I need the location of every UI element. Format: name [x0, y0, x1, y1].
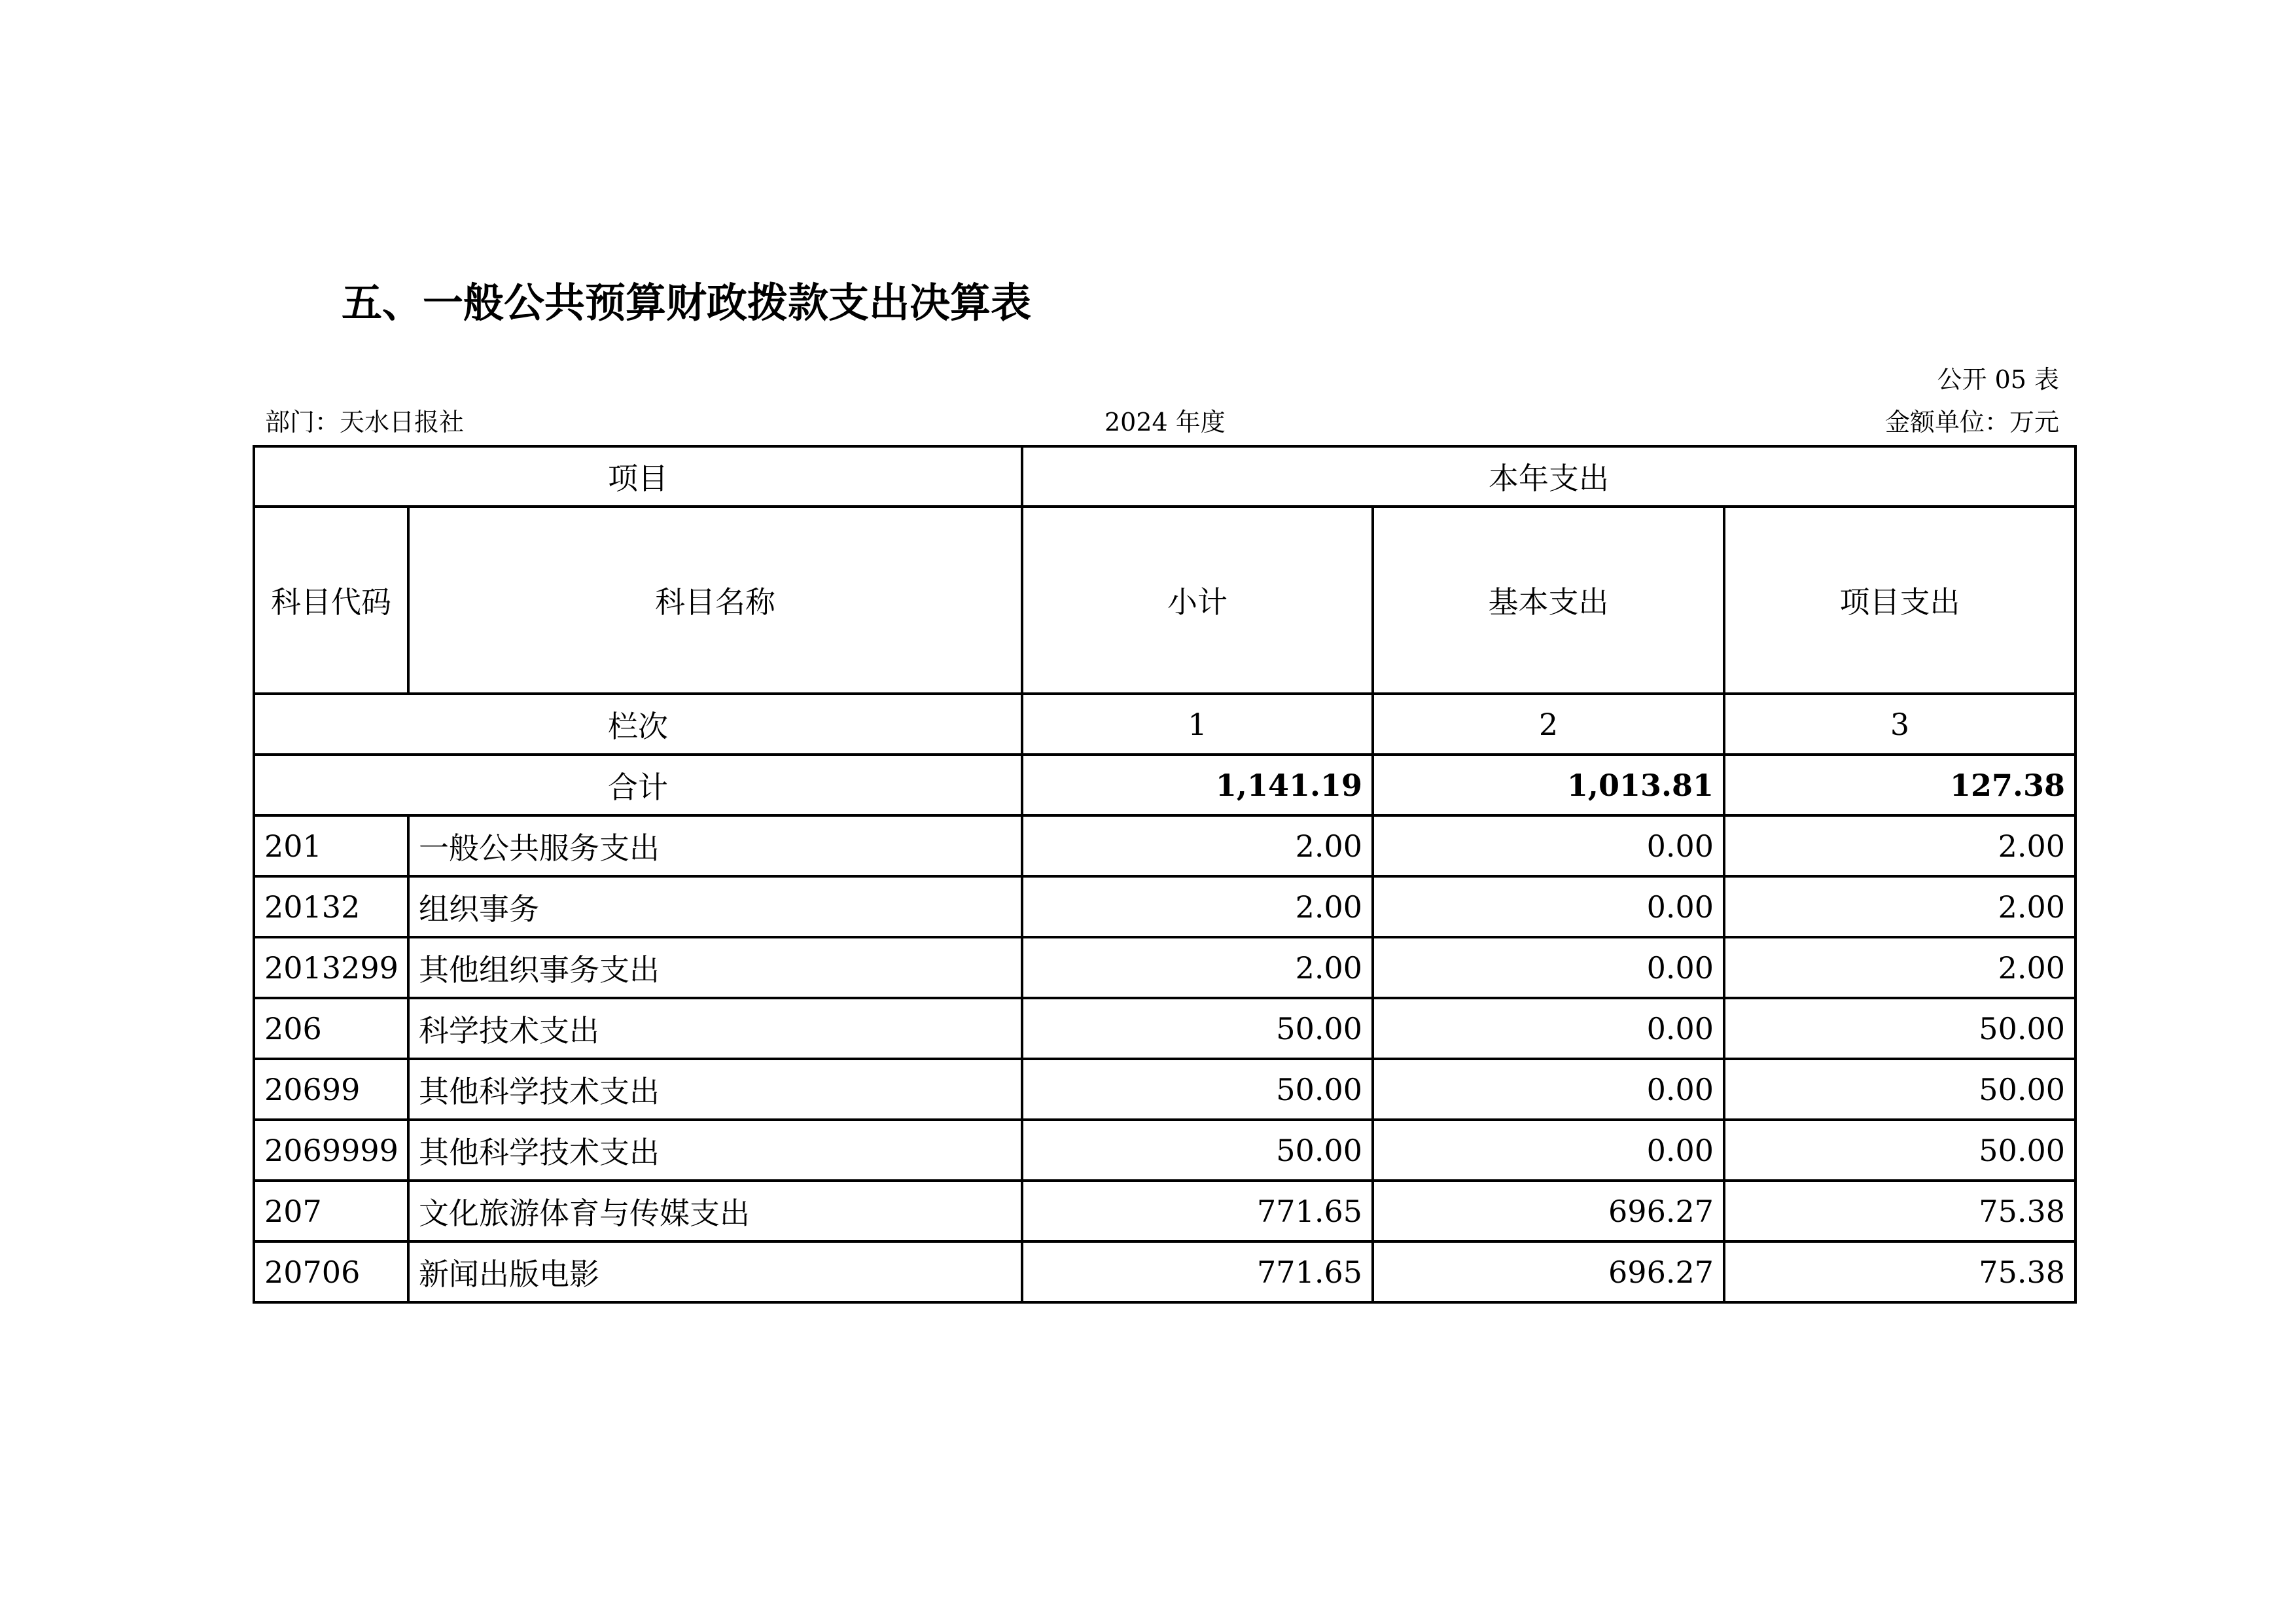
header-project-expense: 项目支出 — [1724, 507, 2075, 694]
row-project: 75.38 — [1724, 1241, 2075, 1302]
table-row — [254, 815, 2075, 876]
row-basic: 0.00 — [1373, 1120, 1724, 1181]
table-row — [254, 1120, 2075, 1181]
row-project: 2.00 — [1724, 815, 2075, 876]
header-row-top — [254, 446, 2075, 507]
row-name: 新闻出版电影 — [408, 1241, 1022, 1302]
row-subtotal: 2.00 — [1022, 876, 1373, 937]
page-title: 五、一般公共预算财政拨款支出决算表 — [342, 279, 1032, 327]
table-row — [254, 1241, 2075, 1302]
total-label: 合计 — [254, 755, 1022, 815]
table-row — [254, 1059, 2075, 1120]
row-name: 其他组织事务支出 — [408, 937, 1022, 998]
row-code: 20706 — [254, 1241, 408, 1302]
column-index-1: 1 — [1022, 694, 1373, 755]
row-project: 2.00 — [1724, 876, 2075, 937]
table-row — [254, 937, 2075, 998]
column-index-label: 栏次 — [254, 694, 1022, 755]
row-subtotal: 771.65 — [1022, 1181, 1373, 1241]
row-code: 207 — [254, 1181, 408, 1241]
row-subtotal: 771.65 — [1022, 1241, 1373, 1302]
header-code: 科目代码 — [254, 507, 408, 694]
column-index-row — [254, 694, 2075, 755]
header-basic: 基本支出 — [1373, 507, 1724, 694]
row-subtotal: 50.00 — [1022, 998, 1373, 1059]
header-project: 项目 — [254, 446, 1022, 507]
total-row — [254, 755, 2075, 815]
total-project: 127.38 — [1724, 755, 2075, 815]
header-subtotal: 小计 — [1022, 507, 1373, 694]
row-subtotal: 2.00 — [1022, 815, 1373, 876]
row-project: 75.38 — [1724, 1181, 2075, 1241]
row-code: 20699 — [254, 1059, 408, 1120]
row-name: 文化旅游体育与传媒支出 — [408, 1181, 1022, 1241]
row-project: 50.00 — [1724, 1059, 2075, 1120]
row-code: 2069999 — [254, 1120, 408, 1181]
row-code: 201 — [254, 815, 408, 876]
row-project: 2.00 — [1724, 937, 2075, 998]
column-index-2: 2 — [1373, 694, 1724, 755]
header-name: 科目名称 — [408, 507, 1022, 694]
budget-table — [253, 445, 2077, 1304]
table-row — [254, 876, 2075, 937]
form-number: 公开 05 表 — [1937, 365, 2059, 394]
year-label: 2024 年度 — [1104, 408, 1226, 437]
row-basic: 696.27 — [1373, 1181, 1724, 1241]
row-code: 2013299 — [254, 937, 408, 998]
row-code: 206 — [254, 998, 408, 1059]
row-project: 50.00 — [1724, 998, 2075, 1059]
header-row-sub — [254, 507, 2075, 694]
row-subtotal: 2.00 — [1022, 937, 1373, 998]
row-basic: 0.00 — [1373, 815, 1724, 876]
row-name: 其他科学技术支出 — [408, 1059, 1022, 1120]
table-row — [254, 998, 2075, 1059]
row-basic: 0.00 — [1373, 876, 1724, 937]
department-label: 部门：天水日报社 — [265, 408, 465, 437]
row-subtotal: 50.00 — [1022, 1059, 1373, 1120]
row-name: 组织事务 — [408, 876, 1022, 937]
row-project: 50.00 — [1724, 1120, 2075, 1181]
row-name: 其他科学技术支出 — [408, 1120, 1022, 1181]
row-name: 科学技术支出 — [408, 998, 1022, 1059]
row-basic: 0.00 — [1373, 937, 1724, 998]
header-current-year: 本年支出 — [1022, 446, 2075, 507]
total-basic: 1,013.81 — [1373, 755, 1724, 815]
row-basic: 0.00 — [1373, 1059, 1724, 1120]
row-code: 20132 — [254, 876, 408, 937]
total-subtotal: 1,141.19 — [1022, 755, 1373, 815]
unit-label: 金额单位：万元 — [1884, 408, 2059, 437]
row-basic: 0.00 — [1373, 998, 1724, 1059]
row-name: 一般公共服务支出 — [408, 815, 1022, 876]
column-index-3: 3 — [1724, 694, 2075, 755]
row-subtotal: 50.00 — [1022, 1120, 1373, 1181]
row-basic: 696.27 — [1373, 1241, 1724, 1302]
table-row — [254, 1181, 2075, 1241]
